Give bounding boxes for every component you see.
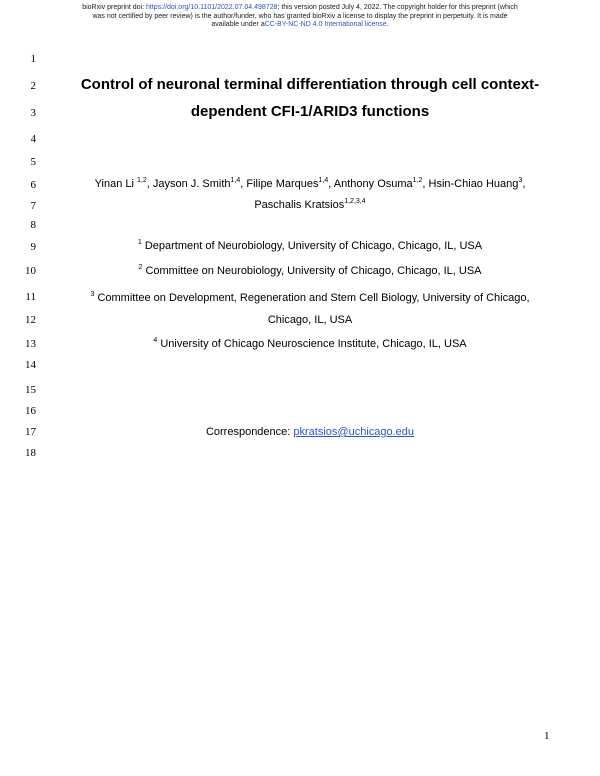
affiliation-text: Department of Neurobiology, University of Chicago, Chicago, IL, USA — [141, 240, 483, 252]
author-separator: , — [422, 178, 429, 190]
banner-doi-prefix: bioRxiv preprint doi: — [82, 4, 147, 11]
author-list — [50, 178, 570, 190]
affiliation-text: Committee on Neurobiology, University of Chicago, Chicago, IL, USA — [142, 265, 482, 277]
doi-link[interactable]: https://doi.org/10.1101/2022.07.04.498728 — [146, 4, 278, 11]
correspondence-label: Correspondence: — [205, 426, 294, 438]
affiliation-text: Committee on Development, Regeneration and Stem Cell Biology, University of Chicago, — [94, 292, 530, 304]
author-list-cont — [50, 199, 570, 211]
author-affiliation: 1,2,3,4 — [344, 198, 366, 205]
author-separator: , — [240, 178, 247, 190]
affiliation-number: 1 — [137, 239, 142, 246]
preprint-banner — [40, 4, 560, 30]
line-number: 12 — [25, 314, 36, 326]
line-number: 4 — [30, 133, 36, 145]
banner-line1-rest: ; this version posted July 4, 2022. The copyright holder for this preprint (which — [277, 4, 518, 11]
author-affiliation: 1,2 — [137, 177, 147, 184]
line-number: 18 — [25, 447, 36, 459]
author-name: Paschalis Kratsios — [254, 199, 345, 211]
author-separator: , — [328, 178, 334, 190]
paper-title-line1: Control of neuronal terminal differentiation through cell context- — [80, 76, 540, 93]
author-affiliation: 3 — [518, 177, 523, 184]
affiliation-number: 4 — [153, 337, 158, 344]
affiliation-3 — [50, 292, 570, 304]
banner-line3-suffix: . — [386, 21, 389, 28]
line-number: 9 — [30, 241, 36, 253]
author-affiliation: 1,4 — [230, 177, 241, 184]
paper-title-line2: dependent CFI-1/ARID3 functions — [190, 103, 430, 120]
affiliation-3-cont: Chicago, IL, USA — [267, 314, 353, 326]
line-number: 6 — [30, 179, 36, 191]
author-name: Yinan Li — [94, 178, 138, 190]
author-name: Hsin-Chiao Huang — [428, 178, 519, 190]
line-number: 17 — [25, 426, 36, 438]
author-name: Filipe Marques — [246, 178, 319, 190]
line-number: 2 — [30, 80, 36, 92]
line-number: 7 — [30, 200, 36, 212]
line-number: 1 — [30, 53, 36, 65]
affiliation-2 — [50, 265, 570, 277]
affiliation-number: 2 — [138, 264, 143, 271]
line-number: 11 — [25, 291, 36, 303]
license-link[interactable]: CC-BY-NC-ND 4.0 International license — [264, 21, 387, 28]
affiliation-4 — [50, 338, 570, 350]
line-number: 5 — [30, 156, 36, 168]
correspondence-email-link[interactable]: pkratsios@uchicago.edu — [293, 426, 415, 438]
correspondence — [50, 426, 570, 438]
affiliation-number: 3 — [90, 291, 95, 298]
page-number: 1 — [544, 730, 550, 742]
line-number: 15 — [25, 384, 36, 396]
line-number: 13 — [25, 338, 36, 350]
line-number: 3 — [30, 107, 36, 119]
line-number: 16 — [25, 405, 36, 417]
banner-line2: was not certified by peer review) is the author/funder, who has granted bioRxiv a license to display the preprint in perpetuity. It is made — [92, 12, 508, 20]
line-number: 8 — [30, 219, 36, 231]
affiliation-1 — [50, 240, 570, 252]
line-number: 10 — [25, 265, 36, 277]
author-separator: , — [522, 178, 526, 190]
author-name: Jayson J. Smith — [152, 178, 231, 190]
author-separator: , — [146, 178, 153, 190]
author-affiliation: 1,4 — [318, 177, 329, 184]
line-number: 14 — [25, 359, 36, 371]
author-affiliation: 1,2 — [412, 177, 423, 184]
banner-line3-prefix: available under a — [211, 21, 265, 28]
author-name: Anthony Osuma — [333, 178, 413, 190]
affiliation-text: University of Chicago Neuroscience Institute, Chicago, IL, USA — [157, 338, 467, 350]
